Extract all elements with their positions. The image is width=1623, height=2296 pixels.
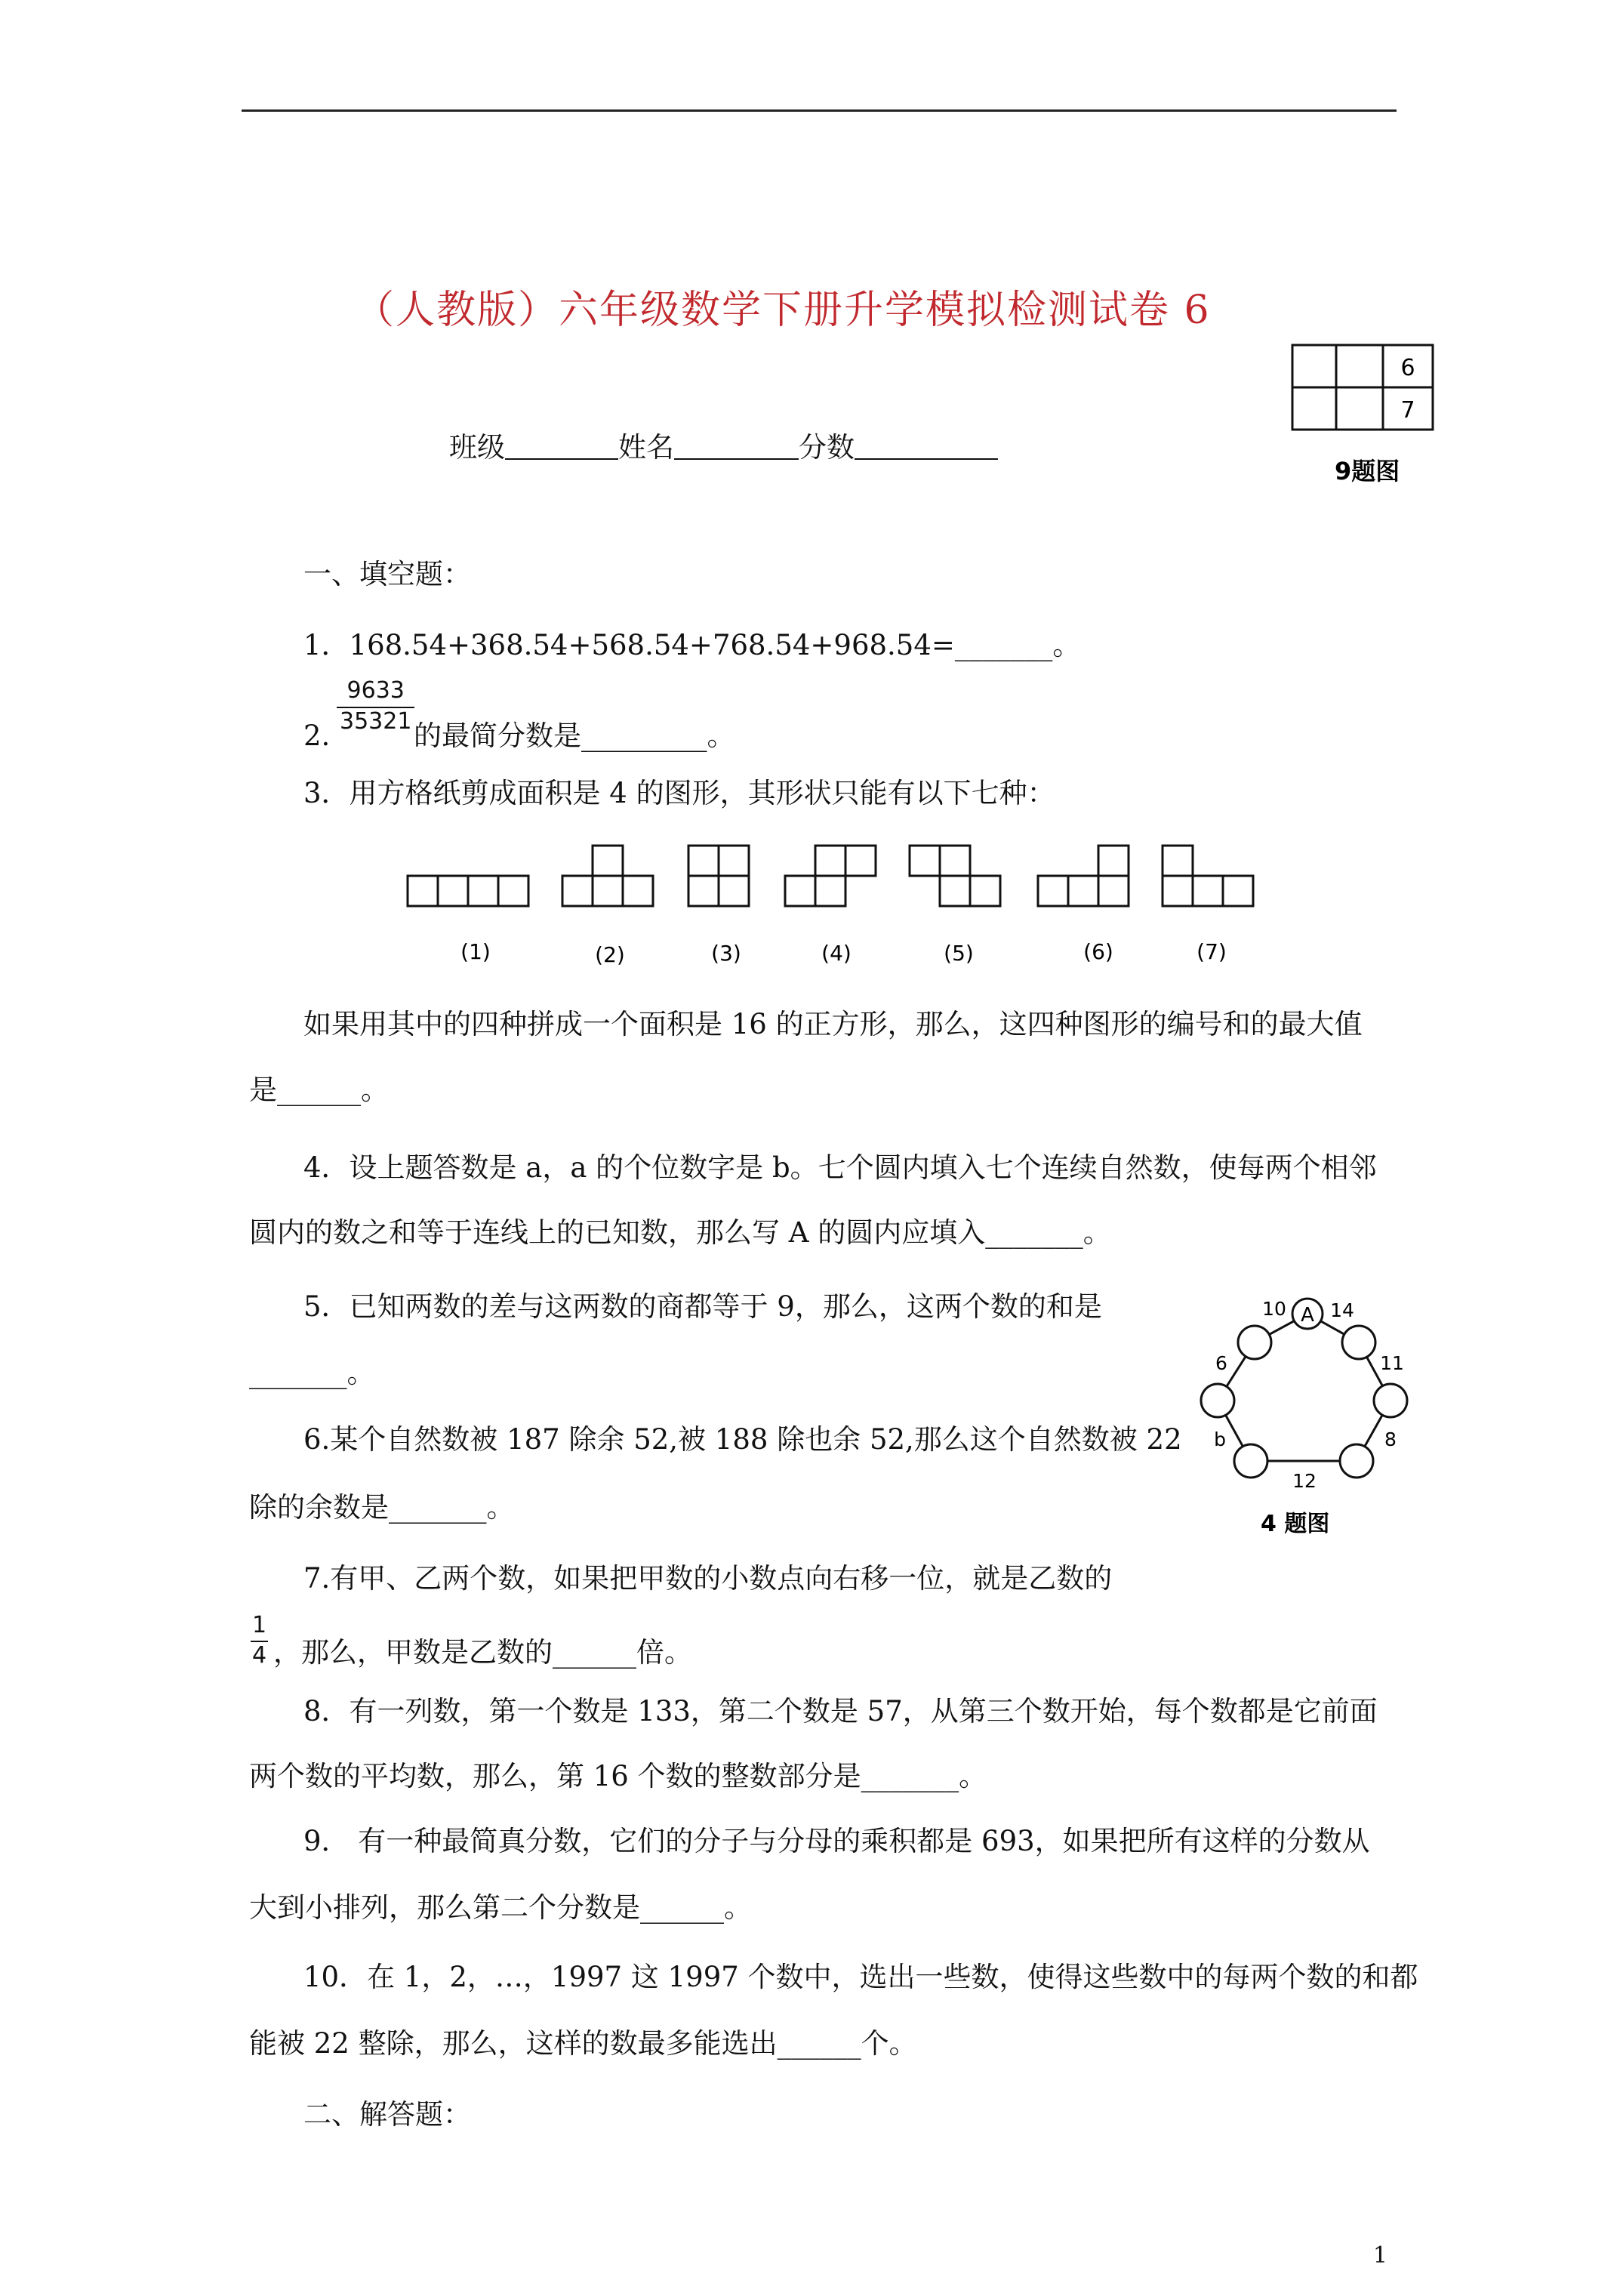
figure-4-node-a: A <box>1301 1304 1314 1327</box>
question-6-line-1: 6.某个自然数被 187 除余 52,被 188 除也余 52,那么这个自然数被 22 <box>303 1423 1182 1456</box>
shape-label-3: (3) <box>711 941 741 966</box>
class-label: 班级 <box>449 431 505 464</box>
header-rule <box>242 109 1397 112</box>
shape-label-4: (4) <box>821 941 852 966</box>
question-1: 1．168.54+368.54+568.54+768.54+968.54=_______。 <box>303 629 1081 661</box>
question-7-fraction <box>251 1612 268 1669</box>
page-number: 1 <box>1372 2242 1387 2269</box>
question-4-line-1: 4．设上题答数是 a，a 的个位数字是 b。七个圆内填入七个连续自然数，使每两个相邻 <box>303 1151 1377 1184</box>
shape-label-2: (2) <box>595 942 625 967</box>
shape-label-7: (7) <box>1196 939 1227 964</box>
figure-4-caption: 4 题图 <box>1261 1511 1330 1537</box>
student-info-line <box>449 424 998 465</box>
figure-9-grid <box>1291 344 1442 495</box>
name-label: 姓名 <box>618 431 674 464</box>
question-2-denominator: 35321 <box>340 708 412 735</box>
score-blank[interactable] <box>855 433 998 460</box>
tetromino-shapes <box>400 838 1306 974</box>
question-9-line-1: 9． 有一种最简真分数，它们的分子与分母的乘积都是 693，如果把所有这样的分数从 <box>303 1825 1370 1857</box>
question-7-line-1: 7.有甲、乙两个数，如果把甲数的小数点向右移一位，就是乙数的 <box>303 1562 1113 1595</box>
question-7-numerator: 1 <box>252 1612 267 1638</box>
page-title: （人教版）六年级数学下册升学模拟检测试卷 6 <box>355 288 1211 333</box>
figure-9-cell-7: 7 <box>1400 397 1415 424</box>
figure-4-edge-10: 10 <box>1262 1298 1286 1320</box>
shape-label-5: (5) <box>944 941 974 966</box>
question-9-line-2: 大到小排列，那么第二个分数是______。 <box>249 1891 752 1924</box>
figure-9-caption: 9题图 <box>1335 457 1400 485</box>
question-8-line-2: 两个数的平均数，那么，第 16 个数的整数部分是_______。 <box>249 1760 987 1792</box>
question-4-line-2: 圆内的数之和等于连线上的已知数，那么写 A 的圆内应填入_______。 <box>249 1216 1111 1249</box>
figure-4-edge-14: 14 <box>1330 1299 1354 1321</box>
figure-4-circle-ring <box>1193 1291 1434 1548</box>
score-label: 分数 <box>799 431 855 464</box>
question-6-line-2: 除的余数是_______。 <box>249 1491 515 1524</box>
question-5-line-1: 5．已知两数的差与这两数的商都等于 9，那么，这两个数的和是 <box>303 1290 1102 1323</box>
section-1-heading: 一、填空题： <box>303 558 471 590</box>
question-7-denominator: 4 <box>252 1642 267 1669</box>
question-2-prefix: 2. <box>303 720 331 752</box>
section-2-heading: 二、解答题： <box>303 2098 471 2131</box>
question-5-line-2: _______。 <box>249 1357 375 1389</box>
figure-4-edge-12: 12 <box>1292 1470 1317 1492</box>
figure-4-edge-b: b <box>1214 1428 1226 1450</box>
question-2-numerator: 9633 <box>346 677 405 704</box>
figure-4-edge-8: 8 <box>1384 1428 1397 1450</box>
question-2-fraction <box>337 677 414 735</box>
question-8-line-1: 8．有一列数，第一个数是 133，第二个数是 57，从第三个数开始，每个数都是它前面 <box>303 1695 1378 1727</box>
class-blank[interactable] <box>505 433 618 460</box>
question-3-line-2: 是______。 <box>249 1074 389 1106</box>
shape-label-6: (6) <box>1083 939 1113 964</box>
question-2-text: 的最简分数是_________。 <box>414 720 735 752</box>
shape-label-1: (1) <box>460 939 491 964</box>
question-7-line-2: ，那么，甲数是乙数的______倍。 <box>273 1636 692 1669</box>
figure-4-edge-6: 6 <box>1215 1352 1227 1374</box>
name-blank[interactable] <box>674 433 799 460</box>
question-10-line-1: 10．在 1，2，…，1997 这 1997 个数中，选出一些数，使得这些数中的每两个数的和都 <box>303 1961 1418 1993</box>
question-10-line-2: 能被 22 整除，那么，这样的数最多能选出______个。 <box>249 2027 917 2060</box>
question-3-line-1: 如果用其中的四种拼成一个面积是 16 的正方形，那么，这四种图形的编号和的最大值 <box>303 1008 1363 1040</box>
question-3: 3．用方格纸剪成面积是 4 的图形，其形状只能有以下七种： <box>303 777 1055 809</box>
figure-9-cell-6: 6 <box>1400 355 1415 381</box>
figure-4-edge-11: 11 <box>1380 1352 1404 1374</box>
